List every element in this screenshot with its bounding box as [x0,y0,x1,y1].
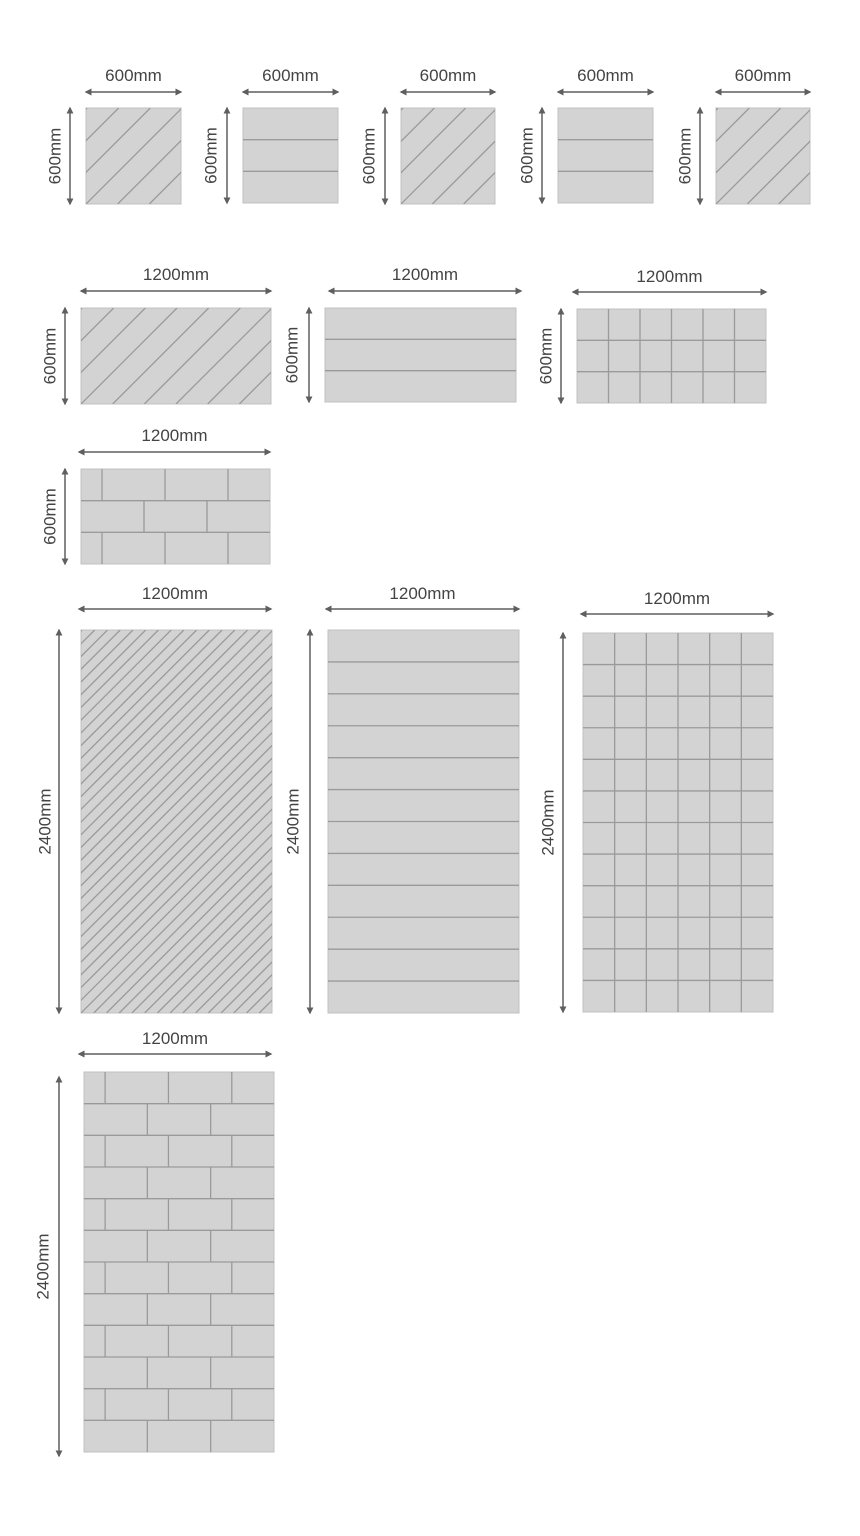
panel-surface [243,108,338,203]
height-label: 2400mm [35,788,55,855]
width-label: 1200mm [391,265,459,284]
height-label: 2400mm [538,789,558,856]
width-label: 1200mm [142,265,210,284]
panel-grid-1200mmx600mm [536,267,766,403]
panel-surface [81,469,270,564]
diagonal-groove [0,108,87,204]
diagonal-groove [0,108,24,204]
width-label: 600mm [105,66,162,85]
width-label: 600mm [577,66,634,85]
panel-surface [558,108,653,203]
height-label: 600mm [40,488,60,545]
height-label: 600mm [201,127,221,184]
panel-horizontal-lines-600mmx600mm [201,66,338,203]
width-label: 1200mm [141,426,208,445]
height-label: 600mm [40,327,60,385]
panel-horizontal-lines-1200mmx2400mm [283,584,519,1013]
diagonal-groove [810,108,860,204]
width-label: 600mm [734,66,792,85]
width-label: 600mm [262,66,319,85]
panel-brick-1200mmx600mm [40,426,270,564]
diagonal-groove [0,308,19,404]
diagonal-groove [841,108,860,204]
width-label: 600mm [419,66,477,85]
panel-brick-1200mmx2400mm [33,1029,274,1456]
height-label: 600mm [45,127,65,185]
width-label: 1200mm [141,584,209,603]
height-label: 2400mm [33,1233,53,1300]
height-label: 600mm [359,127,379,185]
height-label: 600mm [282,326,302,384]
panel-surface [81,308,271,404]
height-label: 2400mm [283,788,303,855]
height-label: 600mm [517,127,537,184]
width-label: 1200mm [389,584,456,603]
panel-surface [325,308,516,402]
panel-horizontal-lines-600mmx600mm [517,66,653,203]
height-label: 600mm [675,127,695,185]
panel-grid-1200mmx2400mm [538,589,773,1012]
width-label: 1200mm [141,1029,209,1048]
panel-horizontal-lines-1200mmx600mm [282,265,521,402]
width-label: 1200mm [643,589,711,608]
width-label: 1200mm [636,267,703,286]
height-label: 600mm [536,327,556,385]
